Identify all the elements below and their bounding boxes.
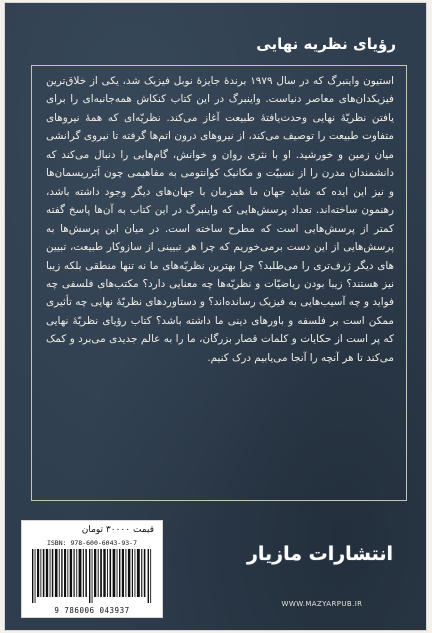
publisher-url[interactable]: WWW.MAZYARPUB.IR	[281, 600, 363, 608]
back-cover	[5, 3, 426, 630]
barcode-digits: 9 786006 043937	[54, 606, 130, 615]
barcode-icon	[30, 549, 154, 603]
publisher-logo	[235, 541, 405, 591]
blurb-text	[46, 72, 394, 367]
blurb-paragraph: استیون واینبرگ که در سال ۱۹۷۹ برندهٔ جایزهٔ نوبل فیزیک شد، یکی از خلاق‌ترین فیزیکدان‌های معاصر دنیاست. واینبرگ در این کتاب کنکاش همه‌جانبه‌ای را برای یافتن نظریّهٔ نهایی وحدت‌یافتهٔ طبیعت آغاز می‌کند. نظریّه‌ای که همهٔ نیروهای متفاوت طبیعت را توصیف می‌کند، از نیروهای درون اتم‌ها گرفته تا نیروی گرانشی میان زمین و خورشید. او با نثری روان و خوانش، گام‌هایی را دنبال می‌کند که دانشمندان مدرن را از نسبیّت و مکانیک کوانتومی به مفاهیمی چون اَبَرریسمان‌ها و نیز این ایده که شاید جهان ما همزمان با جهان‌های دیگر وجود داشته باشد، رهنمون ساخته‌اند. تعداد پرسش‌هایی که واینبرگ در این کتاب به آن‌ها پاسخ گفته کمتر از پرسش‌هایی است که مطرح ساخته است. در میان این پرسش‌ها به پرسش‌هایی از این دست برمی‌خوریم که چرا هر تبیینی از سازوکار طبیعت، تبیین های دیگر ژرف‌تری را می‌طلبد؟ چرا بهترین نظریّه‌های ما نه تنها منطقی بلکه زیبا نیز هستند؟ زیبا بودن ریاضیّات و نظریّه‌ها چه معنایی دارد؟ مکتب‌های فلسفی چه فواید و چه آسیب‌هایی به فیزیک رسانده‌اند؟ و دستاوردهای نظریّهٔ نهایی چه تأثیری ممکن است بر فلسفه و باورهای دینی ما داشته باشد؟ کتاب رؤیای نظریّهٔ نهایی که پر است از حکایات و کلمات قصار بزرگان، ما را به عالم جدیدی می‌برد و کمک می‌کند تا هر آنچه را آنجا می‌یابیم درک کنیم.	[46, 75, 394, 364]
book-title: رؤیای نظریه نهایی	[256, 35, 396, 53]
barcode-label	[21, 520, 163, 618]
publisher-name: انتشارات مازیار	[246, 543, 394, 565]
blurb-frame	[31, 65, 407, 501]
price-label: قیمت ۳۰۰۰۰ تومان	[81, 525, 154, 535]
isbn-text: ISBN: 978-600-6043-93-7	[46, 539, 137, 547]
